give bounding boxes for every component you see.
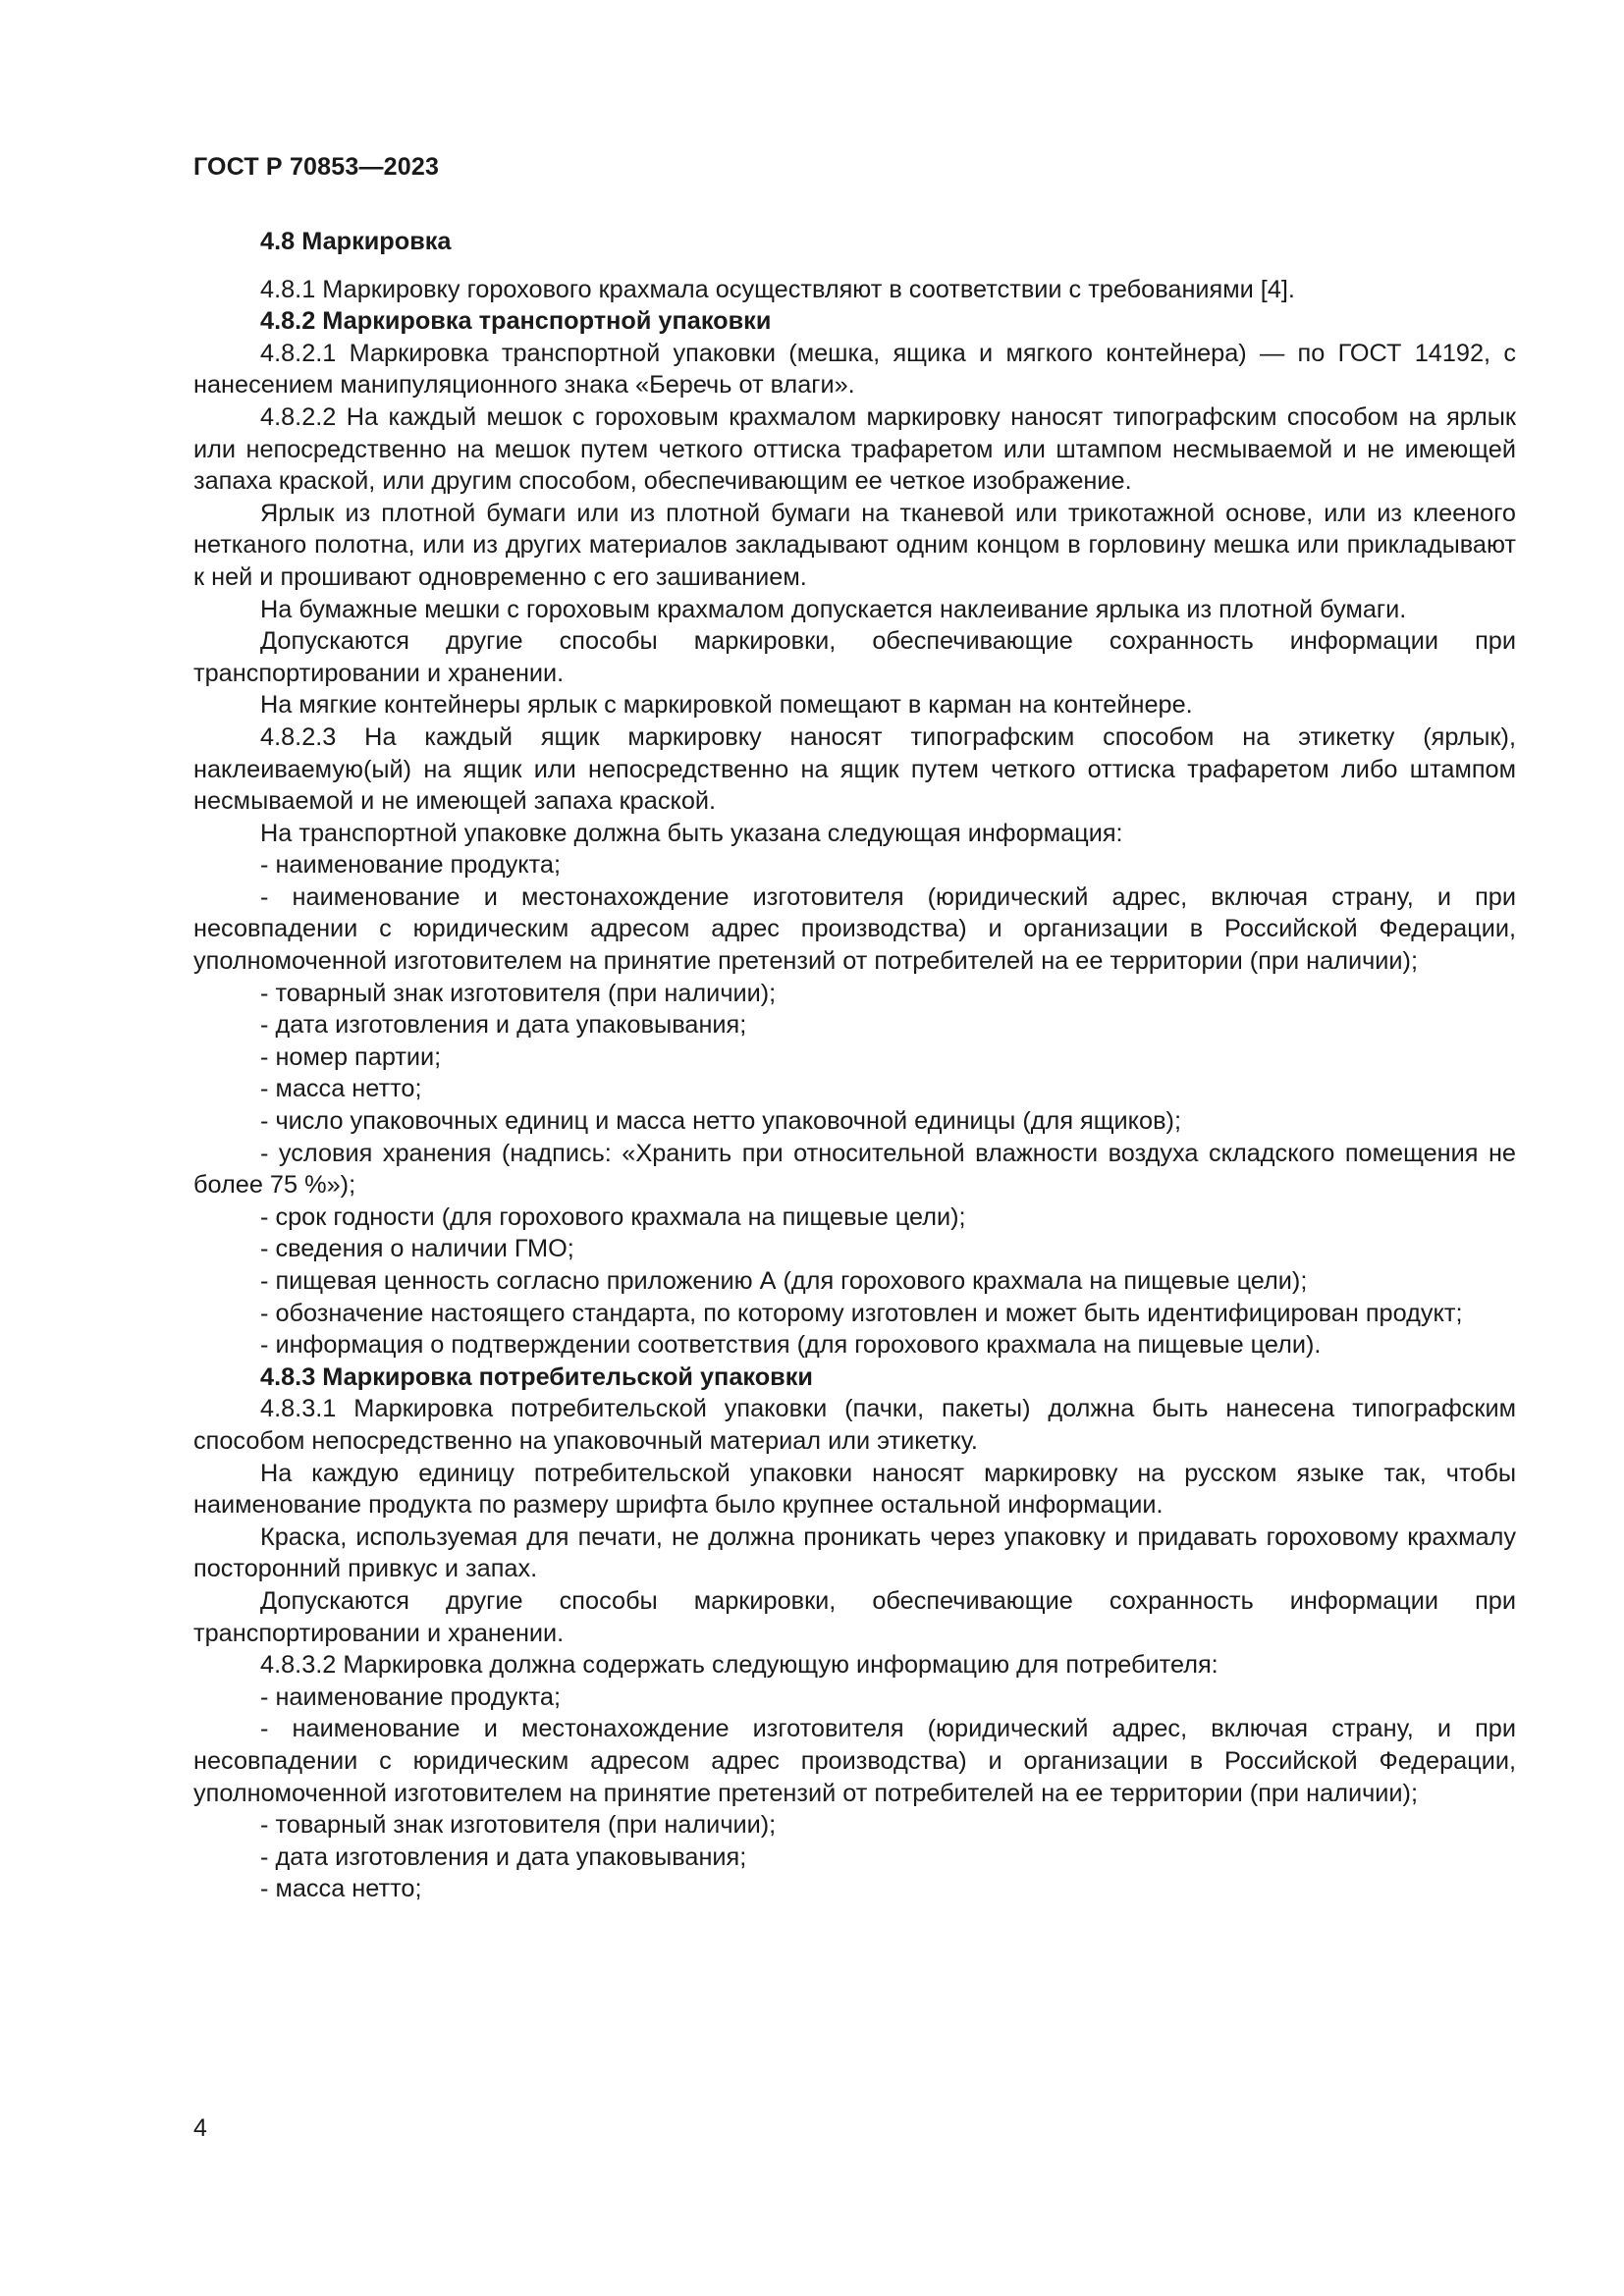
paragraph-4-8-3-2: 4.8.3.2 Маркировка должна содержать следующую информацию для потребителя:: [260, 1651, 1218, 1680]
paragraph-other-methods-consumer: Допускаются другие способы маркировки, обеспечивающие сохранность информации при транспортировании и хранении.: [193, 1586, 1516, 1647]
list-item-transport: - номер партии;: [260, 1042, 442, 1071]
subsection-heading-4-8-2: 4.8.2 Маркировка транспортной упаковки: [260, 307, 772, 336]
paragraph-4-8-1: 4.8.1 Маркировку горохового крахмала осуществляют в соответствии с требованиями [4].: [260, 275, 1295, 303]
paragraph-4-8-2-3: 4.8.2.3 На каждый ящик маркировку наносят типографским способом на этикетку (ярлык), наклеиваемую(ый) на ящик или непосредственно на ящик путем четкого оттиска трафаретом либо штампом несмываемой и не имеющей запаха краской.: [193, 722, 1516, 816]
list-item-transport: - масса нетто;: [260, 1075, 422, 1103]
paragraph-label-material: Ярлык из плотной бумаги или из плотной бумаги на тканевой или трикотажной основе, или из клееного нетканого полотна, или из других материалов закладывают одним концом в горловину мешка или прикладывают к ней и прошивают одновременно с его зашиванием.: [193, 499, 1516, 591]
paragraph-each-unit: На каждую единицу потребительской упаковки наносят маркировку на русском языке так, чтобы наименование продукта по размеру шрифта было крупнее остальной информации.: [193, 1459, 1516, 1520]
list-item-consumer: - дата изготовления и дата упаковывания;: [260, 1842, 747, 1871]
paragraph-ink: Краска, используемая для печати, не должна проникать через упаковку и придавать гороховому крахмалу посторонний привкус и запах.: [193, 1522, 1516, 1583]
document-body: [193, 226, 1516, 1905]
list-item-transport: - товарный знак изготовителя (при наличии);: [260, 979, 777, 1007]
list-item-transport: - наименование продукта;: [260, 851, 561, 880]
list-item-transport: - условия хранения (надпись: «Хранить при относительной влажности воздуха складского помещения не более 75 %»);: [193, 1139, 1516, 1200]
page-number: 4: [193, 2114, 207, 2142]
list-item-consumer: - товарный знак изготовителя (при наличии);: [260, 1811, 777, 1840]
list-item-consumer: - наименование продукта;: [260, 1682, 561, 1711]
paragraph-4-8-2-2: 4.8.2.2 На каждый мешок с гороховым крахмалом маркировку наносят типографским способом на ярлык или непосредственно на мешок путем четкого оттиска трафаретом или штампом несмываемой и не имеющей запаха краской, или другим способом, обеспечивающим ее четкое изображение.: [193, 402, 1516, 496]
page-header-standard-code: ГОСТ Р 70853—2023: [193, 153, 440, 181]
paragraph-other-methods-transport: Допускаются другие способы маркировки, обеспечивающие сохранность информации при транспортировании и хранении.: [193, 627, 1516, 687]
list-item-transport: - срок годности (для горохового крахмала на пищевые цели);: [260, 1202, 966, 1231]
paragraph-transport-info-intro: На транспортной упаковке должна быть указана следующая информация:: [260, 819, 1123, 847]
list-item-transport: - наименование и местонахождение изготовителя (юридический адрес, включая страну, и при несовпадении с юридическим адресом адрес производства) и организации в Российской Федерации, уполномоченной изготовителем на принятие претензий от потребителей на ее территории (при наличии);: [193, 882, 1516, 976]
paragraph-soft-containers: На мягкие контейнеры ярлык с маркировкой помещают в карман на контейнере.: [260, 691, 1193, 720]
list-item-consumer: - масса нетто;: [260, 1875, 422, 1903]
list-item-transport: - информация о подтверждении соответствия (для горохового крахмала на пищевые цели).: [260, 1331, 1322, 1360]
list-item-transport: - сведения о наличии ГМО;: [260, 1235, 574, 1263]
section-heading-4-8: 4.8 Маркировка: [260, 228, 452, 255]
list-item-transport: - дата изготовления и дата упаковывания;: [260, 1011, 747, 1040]
paragraph-paper-bags: На бумажные мешки с гороховым крахмалом допускается наклеивание ярлыка из плотной бумаги.: [260, 595, 1407, 623]
subsection-heading-4-8-3: 4.8.3 Маркировка потребительской упаковки: [260, 1362, 813, 1391]
list-item-transport: - число упаковочных единиц и масса нетто упаковочной единицы (для ящиков);: [260, 1107, 1181, 1136]
list-item-transport: - пищевая ценность согласно приложению А (для горохового крахмала на пищевые цели);: [260, 1267, 1308, 1295]
list-item-transport: - обозначение настоящего стандарта, по которому изготовлен и может быть идентифицирован продукт;: [260, 1299, 1463, 1327]
list-item-consumer: - наименование и местонахождение изготовителя (юридический адрес, включая страну, и при несовпадении с юридическим адресом адрес производства) и организации в Российской Федерации, уполномоченной изготовителем на принятие претензий от потребителей на ее территории (при наличии);: [193, 1715, 1516, 1807]
paragraph-4-8-3-1: 4.8.3.1 Маркировка потребительской упаковки (пачки, пакеты) должна быть нанесена типографским способом непосредственно на упаковочный материал или этикетку.: [193, 1395, 1516, 1455]
paragraph-4-8-2-1: 4.8.2.1 Маркировка транспортной упаковки (мешка, ящика и мягкого контейнера) — по ГОСТ 14192, с нанесением манипуляционного знака «Беречь от влаги».: [193, 339, 1516, 400]
